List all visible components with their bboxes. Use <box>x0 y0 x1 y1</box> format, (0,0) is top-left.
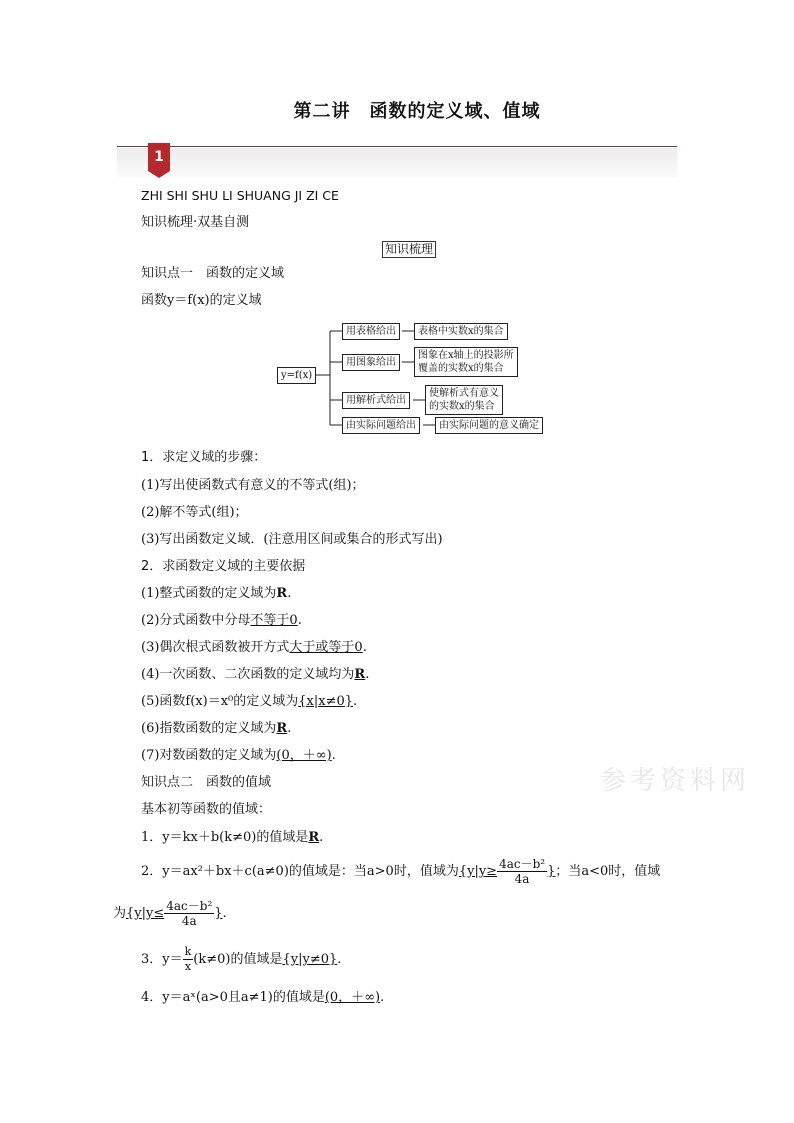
section-header: 知识梳理·双基自测 <box>141 215 250 230</box>
basis-item: (7)对数函数的定义域为(0，＋∞). <box>141 748 336 763</box>
step-1: (1)写出使函数式有意义的不等式(组)； <box>141 478 365 493</box>
diagram-method-graph: 用图象给出 <box>342 354 400 371</box>
kp2-intro: 基本初等函数的值域： <box>141 802 272 817</box>
section-number-badge-tail <box>148 171 170 178</box>
watermark: 参考资料网 <box>600 766 751 796</box>
range-item-2: 2．y＝ax²＋bx＋c(a≠0)的值域是：当a>0时，值域为{y|y≥ $\frac{\text{4ac－b²}}{4a}$ }；当a<0时，值域 <box>141 857 661 886</box>
section-number-badge: 1 <box>148 143 170 171</box>
step-3: (3)写出函数定义域．(注意用区间或集合的形式写出) <box>141 532 443 547</box>
section-banner-shade <box>117 148 677 178</box>
basis-item: (2)分式函数中分母不等于0. <box>141 613 302 628</box>
basis-item: (5)函数f(x)＝x⁰的定义域为{x|x≠0}. <box>141 694 358 709</box>
page-title: 第二讲 函数的定义域、值域 <box>293 101 541 122</box>
step-2: (2)解不等式(组)； <box>141 505 248 520</box>
range-item-4: 4．y＝aˣ(a>0且a≠1)的值域是(0，＋∞). <box>141 990 385 1005</box>
diagram-method-formula: 用解析式给出 <box>342 392 410 409</box>
kp2-title: 知识点二 函数的值域 <box>141 775 272 790</box>
basis-item: (1)整式函数的定义域为R. <box>141 586 292 601</box>
fraction: $\frac{k}{x}$ <box>184 945 192 973</box>
steps-title: 1．求定义域的步骤： <box>141 450 267 465</box>
diagram-method-practical: 由实际问题给出 <box>342 417 420 434</box>
box-heading: 知识梳理 <box>382 241 436 258</box>
diagram-result-graph: 图象在x轴上的投影所 覆盖的实数x的集合 <box>414 347 518 377</box>
basis-item: (3)偶次根式函数被开方式大于或等于0. <box>141 640 367 655</box>
diagram-root: y=f(x) <box>277 367 316 384</box>
fraction: $\frac{\text{4ac－b²}}{4a}$ <box>499 857 546 886</box>
range-item-2-cont: 为{y|y≤ $\frac{\text{4ac－b²}}{4a}$ }. <box>113 899 227 928</box>
diagram-result-practical: 由实际问题的意义确定 <box>435 417 543 434</box>
basis-item: (4)一次函数、二次函数的定义域均为R. <box>141 667 370 682</box>
pinyin-header: ZHI SHI SHU LI SHUANG JI ZI CE <box>141 188 339 203</box>
fraction: $\frac{\text{4ac－b²}}{4a}$ <box>166 899 213 928</box>
basis-item: (6)指数函数的定义域为R. <box>141 721 292 736</box>
kp1-title: 知识点一 函数的定义域 <box>141 266 285 281</box>
diagram-method-table: 用表格给出 <box>342 323 400 340</box>
section-divider <box>117 146 677 147</box>
range-item-1: 1．y＝kx＋b(k≠0)的值域是R. <box>141 830 324 845</box>
diagram-result-formula: 使解析式有意义 的实数x的集合 <box>425 385 503 415</box>
diagram-result-table: 表格中实数x的集合 <box>414 323 508 340</box>
basis-title: 2．求函数定义域的主要依据 <box>141 559 306 574</box>
range-item-3: 3．y＝ $\frac{k}{x}$ (k≠0)的值域是{y|y≠0}. <box>141 945 342 973</box>
kp1-intro: 函数y＝f(x)的定义域 <box>141 293 262 308</box>
